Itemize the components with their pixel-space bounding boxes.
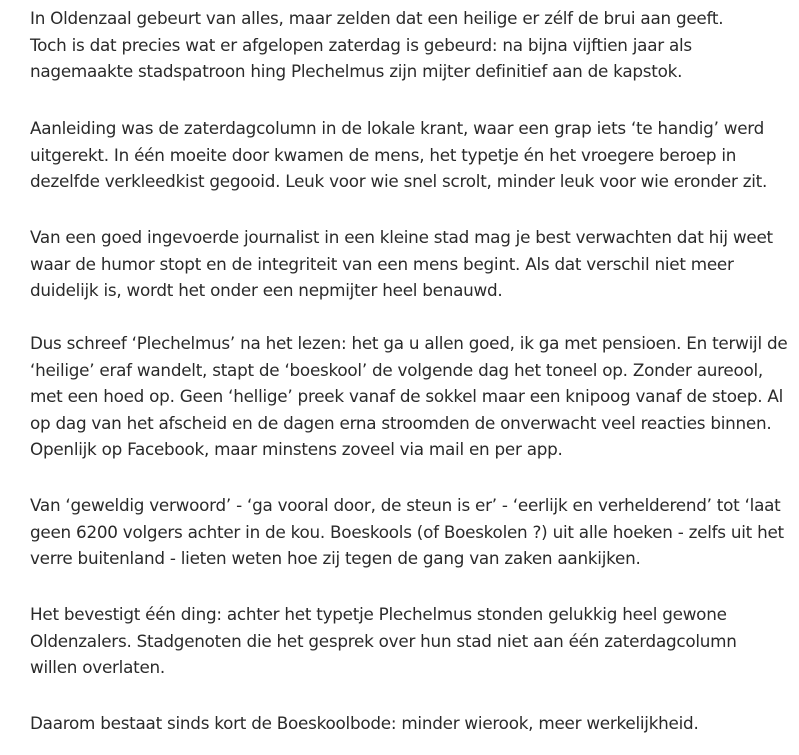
- paragraph-7: [30, 710, 699, 737]
- text-line: Aanleiding was de zaterdagcolumn in de lokale krant, waar een grap iets ‘te handig’ werd: [30, 118, 765, 138]
- text-line: Oldenzalers. Stadgenoten die het gesprek over hun stad niet aan één zaterdagcolumn: [30, 630, 737, 651]
- text-line: duidelijk is, wordt het onder een nepmijter heel benauwd.: [30, 280, 503, 301]
- text-line: Openlijk op Facebook, maar minstens zoveel via mail en per app.: [30, 439, 563, 460]
- text-line: Van een goed ingevoerde journalist in een kleine stad mag je best verwachten dat hij weet: [30, 227, 773, 247]
- text-line: dezelfde verkleedkist gegooid. Leuk voor wie snel scrolt, minder leuk voor wie eronder zit.: [30, 171, 768, 192]
- text-line: Dus schreef ‘Plechelmus’ na het lezen: het ga u allen goed, ik ga met pensioen. En terwijl de: [30, 333, 788, 353]
- paragraph-6: [30, 601, 737, 681]
- paragraph-3: [30, 224, 773, 304]
- text-line: willen overlaten.: [30, 657, 165, 678]
- text-line: geen 6200 volgers achter in de kou. Boeskools (of Boeskolen ?) uit alle hoeken - zelfs uit het: [30, 521, 784, 542]
- text-line: In Oldenzaal gebeurt van alles, maar zelden dat een heilige er zélf de brui aan geeft.: [30, 8, 724, 28]
- text-line: met een hoed op. Geen ‘hellige’ preek vanaf de sokkel maar een knipoog vanaf de stoep. Al: [30, 386, 784, 407]
- text-line: verre buitenland - lieten weten hoe zij tegen de gang van zaken aankijken.: [30, 548, 641, 569]
- paragraph-4: [30, 330, 787, 463]
- text-line: Van ‘geweldig verwoord’ - ‘ga vooral door, de steun is er’ - ‘eerlijk en verhelderend’ tot ‘laat: [30, 495, 781, 515]
- paragraph-5: [30, 492, 784, 572]
- text-line: Het bevestigt één ding: achter het typetje Plechelmus stonden gelukkig heel gewone: [30, 604, 727, 624]
- paragraph-2: [30, 115, 767, 195]
- text-line: ‘heilige’ eraf wandelt, stapt de ‘boeskool’ de volgende dag het toneel op. Zonder aureool,: [30, 359, 764, 380]
- text-line: nagemaakte stadspatroon hing Plechelmus zijn mijter definitief aan de kapstok.: [30, 61, 683, 82]
- text-line: Daarom bestaat sinds kort de Boeskoolbode: minder wierook, meer werkelijkheid.: [30, 713, 699, 733]
- text-line: Toch is dat precies wat er afgelopen zaterdag is gebeurd: na bijna vijftien jaar als: [30, 34, 692, 55]
- paragraph-1: [30, 5, 723, 85]
- text-line: op dag van het afscheid en de dagen erna stroomden de onverwacht veel reacties binnen.: [30, 412, 772, 433]
- text-line: uitgerekt. In één moeite door kwamen de mens, het typetje én het vroegere beroep in: [30, 144, 737, 165]
- text-line: waar de humor stopt en de integriteit van een mens begint. Als dat verschil niet meer: [30, 253, 734, 274]
